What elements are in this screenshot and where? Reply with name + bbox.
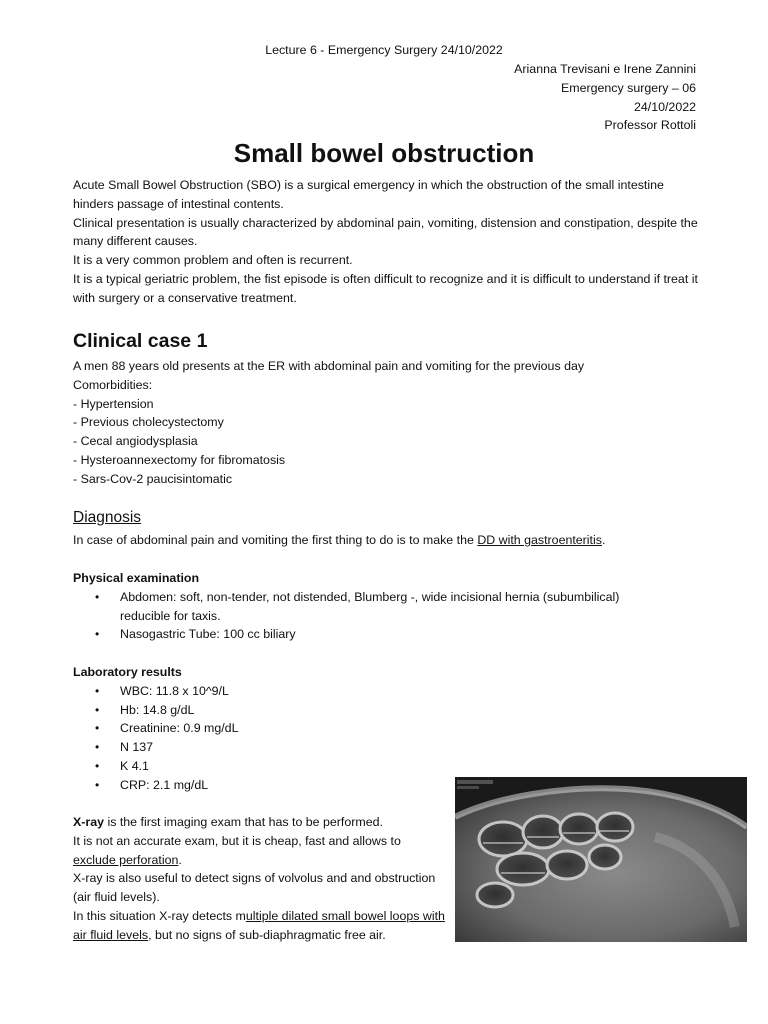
diagnosis-text: [73, 531, 703, 550]
xray-line: [73, 813, 453, 832]
clinical-case-heading: Clinical case 1: [73, 330, 208, 352]
intro-paragraph: Clinical presentation is usually characterized by abdominal pain, vomiting, distension and constipation, despite the many different causes.: [73, 215, 698, 249]
xray-line: It is not an accurate exam, but it is cheap, fast and allows to: [73, 833, 401, 848]
xray-line: [73, 907, 453, 945]
xray-text-part: is the first imaging exam that has to be performed.: [104, 815, 383, 829]
diagnosis-section: [73, 531, 703, 550]
comorbidity-item: - Sars-Cov-2 paucisintomatic: [73, 471, 233, 486]
list-item-text: WBC: 11.8 x 10^9/L: [120, 683, 229, 698]
date-line: 24/10/2022: [633, 99, 696, 114]
list-item-text: Abdomen: soft, non-tender, not distended, Blumberg -, wide incisional hernia (subumbilical) reducible for taxis.: [120, 589, 620, 623]
authors-line: Arianna Trevisani e Irene Zannini: [514, 62, 696, 76]
header-info-block: [514, 60, 696, 135]
xray-illustration: [455, 777, 747, 942]
list-item-text: Creatinine: 0.9 mg/dL: [120, 721, 239, 736]
list-item: [73, 588, 663, 626]
xray-image: [455, 777, 747, 942]
list-item-text: Hb: 14.8 g/dL: [120, 702, 195, 717]
bullet-icon: •: [95, 758, 100, 773]
bullet-icon: •: [95, 589, 100, 604]
list-item: [73, 625, 663, 644]
diagnosis-heading: Diagnosis: [73, 509, 142, 526]
lecture-header: Lecture 6 - Emergency Surgery 24/10/2022: [265, 43, 503, 57]
xray-text-part: .: [178, 852, 182, 867]
list-item-text: Nasogastric Tube: 100 cc biliary: [120, 627, 296, 642]
bullet-icon: •: [95, 683, 100, 698]
list-item: [73, 701, 703, 720]
xray-text-part: , but no signs of sub-diaphragmatic free air.: [148, 927, 386, 942]
comorbidity-item: - Hypertension: [73, 396, 154, 411]
list-item-text: K 4.1: [120, 758, 149, 773]
diagnosis-text-part: .: [601, 533, 606, 547]
list-item: [73, 682, 703, 701]
xray-line: [73, 851, 453, 870]
list-item: [73, 719, 703, 738]
page-title: Small bowel obstruction: [233, 138, 535, 168]
comorbidity-item: - Previous cholecystectomy: [73, 415, 224, 430]
xray-line: X-ray is also useful to detect signs of volvolus and and obstruction (air fluid levels).: [73, 871, 436, 905]
exclude-perforation-link[interactable]: exclude perforation: [73, 852, 179, 867]
list-item-text: N 137: [120, 740, 154, 755]
comorbidities-label: Comorbidities:: [73, 377, 153, 392]
bullet-icon: •: [95, 721, 100, 736]
intro-section: [73, 176, 703, 308]
list-item-text: CRP: 2.1 mg/dL: [120, 777, 209, 792]
xray-bold-word: X-ray: [73, 815, 104, 829]
case-presentation: A men 88 years old presents at the ER with abdominal pain and vomiting for the previous day: [73, 359, 585, 373]
lab-results-heading: Laboratory results: [73, 665, 182, 679]
comorbidity-item: - Cecal angiodysplasia: [73, 434, 198, 449]
list-item: [73, 738, 703, 757]
lab-results-section: [73, 663, 703, 795]
bullet-icon: •: [95, 777, 100, 792]
intro-paragraph: Acute Small Bowel Obstruction (SBO) is a surgical emergency in which the obstruction of the small intestine hinders passage of intestinal contents.: [73, 178, 664, 211]
physical-exam-heading: Physical examination: [73, 571, 200, 585]
xray-section: [73, 813, 453, 945]
bullet-icon: •: [95, 740, 100, 755]
xray-text-part: In this situation X-ray detects m: [73, 908, 246, 923]
physical-exam-list: [73, 588, 663, 644]
intro-paragraph: It is a typical geriatric problem, the fist episode is often difficult to recognize and it is difficult to understand if treat it with surgery or a conservative treatment.: [73, 271, 698, 305]
bullet-icon: •: [95, 702, 100, 717]
dd-gastroenteritis-link[interactable]: DD with gastroenteritis: [477, 533, 602, 547]
comorbidity-item: - Hysteroannexectomy for fibromatosis: [73, 452, 286, 467]
dilated-loops-link[interactable]: ultiple dilated small bowel loops with air fluid levels: [73, 908, 445, 942]
physical-exam-section: [73, 569, 703, 644]
course-line: Emergency surgery – 06: [561, 80, 696, 95]
clinical-case-section: [73, 357, 703, 489]
professor-line: Professor Rottoli: [604, 118, 696, 133]
bullet-icon: •: [95, 627, 100, 642]
intro-paragraph: It is a very common problem and often is recurrent.: [73, 253, 353, 268]
diagnosis-text-part: In case of abdominal pain and vomiting the first thing to do is to make the: [73, 533, 478, 547]
list-item: [73, 757, 703, 776]
